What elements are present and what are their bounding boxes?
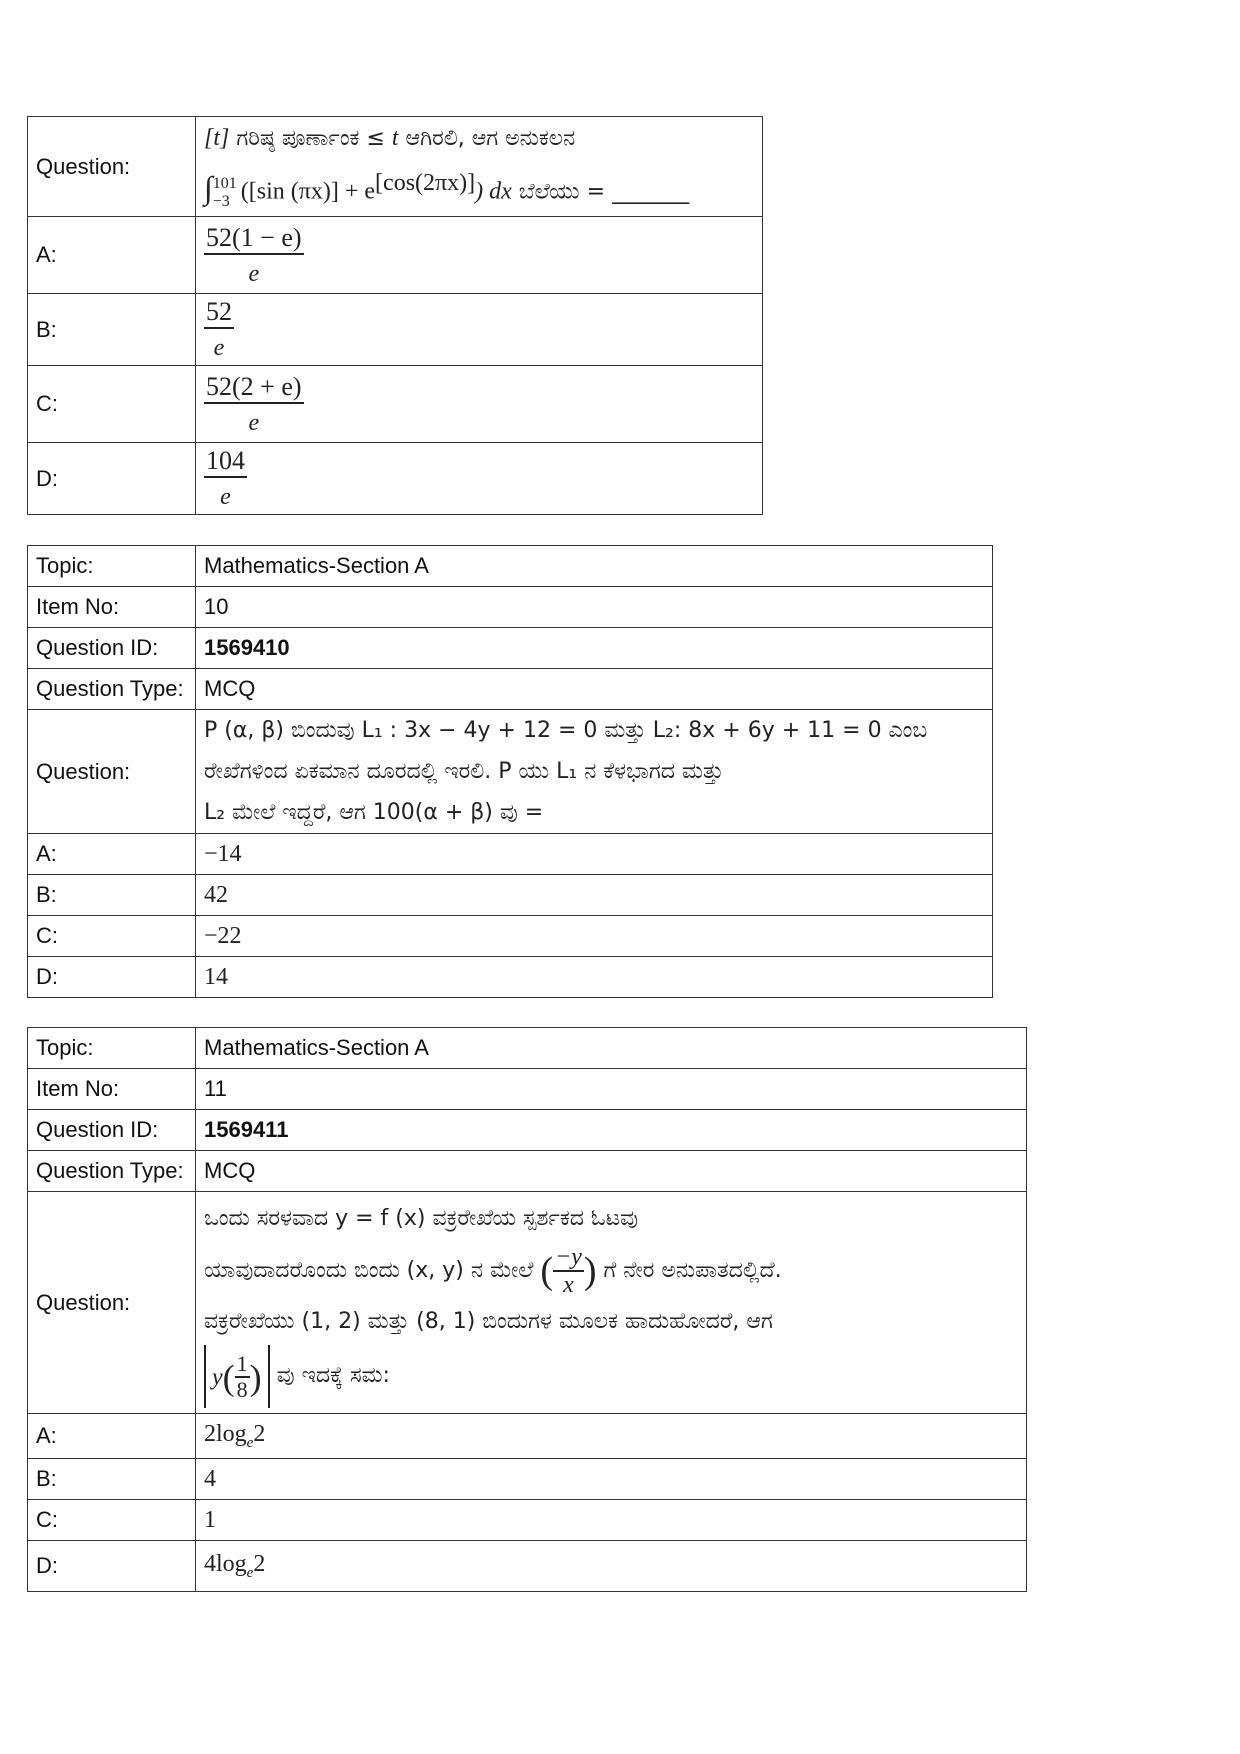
option-d-denominator: e: [220, 484, 231, 511]
option-a-label: A:: [28, 1414, 196, 1459]
option-b-label: B:: [28, 1459, 196, 1500]
option-row-d: [28, 443, 763, 515]
option-row-a: [28, 1414, 1027, 1459]
option-c-label: C:: [28, 1500, 196, 1541]
option-b-value: 4: [196, 1459, 1027, 1500]
option-a-value: $2\log_e2$: [196, 1414, 1027, 1459]
question-id-row: [28, 628, 993, 669]
option-b-numerator: 52: [204, 297, 234, 329]
option-c-value: 1: [196, 1500, 1027, 1541]
option-row-d: [28, 1541, 1027, 1592]
question-text: [196, 117, 763, 217]
question-id-label: Question ID:: [28, 1110, 196, 1151]
question-line-2-text: ಯಾವುದಾದರೊಂದು ಬಿಂದು (x, y) ನ ಮೇಲೆ: [204, 1257, 541, 1283]
question-id-row: [28, 1110, 1027, 1151]
absolute-value: [204, 1345, 270, 1408]
option-a-label: A:: [28, 217, 196, 294]
variable-t: t: [391, 125, 399, 151]
question-text: [196, 1192, 1027, 1414]
option-a-denominator: e: [248, 260, 260, 287]
question-line-4-end: ವು ಇದಕ್ಕೆ ಸಮ:: [269, 1363, 390, 1389]
integral-lower-limit: −3: [212, 192, 230, 210]
option-row-a: [28, 217, 763, 294]
question-type-row: [28, 669, 993, 710]
question-id-value: 1569410: [196, 628, 993, 669]
option-row-b: [28, 1459, 1027, 1500]
option-row-c: [28, 366, 763, 443]
item-no-row: [28, 1069, 1027, 1110]
option-d-label: D:: [28, 443, 196, 515]
left-paren-icon: (: [540, 1250, 554, 1293]
function-y: y: [212, 1364, 223, 1391]
option-a-label: A:: [28, 834, 196, 875]
item-no-value: 10: [196, 587, 993, 628]
topic-label: Topic:: [28, 546, 196, 587]
option-a-numerator: 52(1 − e): [204, 223, 304, 255]
option-d-label: D:: [28, 1541, 196, 1592]
question-line-1: P (α, β) ಬಿಂದುವು L₁ : 3x − 4y + 12 = 0 ಮತ್ತು L₂: 8x + 6y + 11 = 0 ಎಂಬ: [204, 718, 928, 743]
question-line-3: L₂ ಮೇಲೆ ಇದ್ದರೆ, ಆಗ 100(α + β) ವು =: [204, 800, 544, 825]
topic-label: Topic:: [28, 1028, 196, 1069]
option-d-numerator: 104: [204, 446, 247, 478]
question-type-label: Question Type:: [28, 1151, 196, 1192]
option-b-value: 42: [196, 875, 993, 916]
question-line-1: ಒಂದು ಸರಳವಾದ y = f (x) ವಕ್ರರೇಖೆಯ ಸ್ಪರ್ಶಕದ ಓಟವು: [204, 1205, 639, 1231]
item-no-label: Item No:: [28, 1069, 196, 1110]
item-no-label: Item No:: [28, 587, 196, 628]
topic-value: Mathematics-Section A: [196, 1028, 1027, 1069]
option-d-fraction: [204, 446, 247, 511]
option-c-label: C:: [28, 366, 196, 443]
question-id-label: Question ID:: [28, 628, 196, 669]
topic-row: [28, 1028, 1027, 1069]
question-line-2: ರೇಖೆಗಳಿಂದ ಏಕಮಾನ ದೂರದಲ್ಲಿ ಇರಲಿ. P ಯು L₁ ನ ಕೆಳಭಾಗದ ಮತ್ತು: [204, 759, 724, 784]
option-b-fraction: [204, 297, 234, 362]
integrand: ([sin (πx)] + e: [240, 178, 376, 205]
question-row: [28, 117, 763, 217]
question-label: Question:: [28, 710, 196, 834]
question-block-10: [27, 545, 993, 998]
option-c-numerator: 52(2 + e): [204, 372, 304, 404]
question-id-value: 1569411: [196, 1110, 1027, 1151]
question-type-value: MCQ: [196, 1151, 1027, 1192]
question-row: [28, 710, 993, 834]
floor-notation: [t]: [204, 125, 230, 151]
question-type-value: MCQ: [196, 669, 993, 710]
option-c-value: −22: [196, 916, 993, 957]
option-a-fraction: [204, 223, 304, 288]
question-block-9: [27, 116, 763, 515]
question-label: Question:: [28, 1192, 196, 1414]
option-c-denominator: e: [248, 409, 260, 436]
question-text: [196, 710, 993, 834]
question-line-2-end: ಗೆ ನೇರ ಅನುಪಾತದಲ್ಲಿದೆ.: [596, 1257, 782, 1283]
argument-numerator: 1: [236, 1351, 248, 1377]
option-row-b: [28, 875, 993, 916]
slope-fraction: [553, 1244, 584, 1298]
option-row-a: [28, 834, 993, 875]
slope-denominator: x: [563, 1272, 574, 1299]
question-row: [28, 1192, 1027, 1414]
option-row-c: [28, 916, 993, 957]
option-b-label: B:: [28, 294, 196, 366]
question-block-11: [27, 1027, 1027, 1592]
question-line-text: ಗರಿಷ್ಠ ಪೂರ್ಣಾಂಕ ≤: [229, 126, 392, 151]
question-blank: ಬೆಲೆಯು = _______: [511, 179, 690, 205]
option-c-fraction: [204, 372, 304, 437]
option-c-label: C:: [28, 916, 196, 957]
topic-row: [28, 546, 993, 587]
slope-numerator: −y: [555, 1244, 582, 1271]
option-d-value: $4\log_e2$: [196, 1541, 1027, 1592]
left-paren-icon: (: [222, 1357, 235, 1398]
option-d-label: D:: [28, 957, 196, 998]
option-a-value: −14: [196, 834, 993, 875]
option-d-value: 14: [196, 957, 993, 998]
option-row-b: [28, 294, 763, 366]
question-line-end: ಆಗಿರಲಿ, ಆಗ ಅನುಕಲನ: [398, 126, 576, 151]
question-type-label: Question Type:: [28, 669, 196, 710]
question-line-3: ವಕ್ರರೇಖೆಯು (1, 2) ಮತ್ತು (8, 1) ಬಿಂದುಗಳ ಮೂಲಕ ಹಾದುಹೋದರೆ, ಆಗ: [204, 1309, 773, 1335]
integral-upper-limit: 101: [212, 174, 237, 192]
topic-value: Mathematics-Section A: [196, 546, 993, 587]
exponent: [cos(2πx)]: [375, 170, 476, 196]
question-type-row: [28, 1151, 1027, 1192]
option-row-c: [28, 1500, 1027, 1541]
option-b-label: B:: [28, 875, 196, 916]
item-no-row: [28, 587, 993, 628]
option-b-denominator: e: [213, 335, 225, 362]
argument-fraction: [235, 1352, 250, 1402]
item-no-value: 11: [196, 1069, 1027, 1110]
integrand-close: ) dx: [475, 178, 512, 205]
integral-sign-icon: ∫: [204, 169, 213, 206]
right-paren-icon: ): [583, 1250, 597, 1293]
option-row-d: [28, 957, 993, 998]
right-paren-icon: ): [249, 1357, 262, 1398]
argument-denominator: 8: [236, 1377, 248, 1403]
question-label: Question:: [28, 117, 196, 217]
